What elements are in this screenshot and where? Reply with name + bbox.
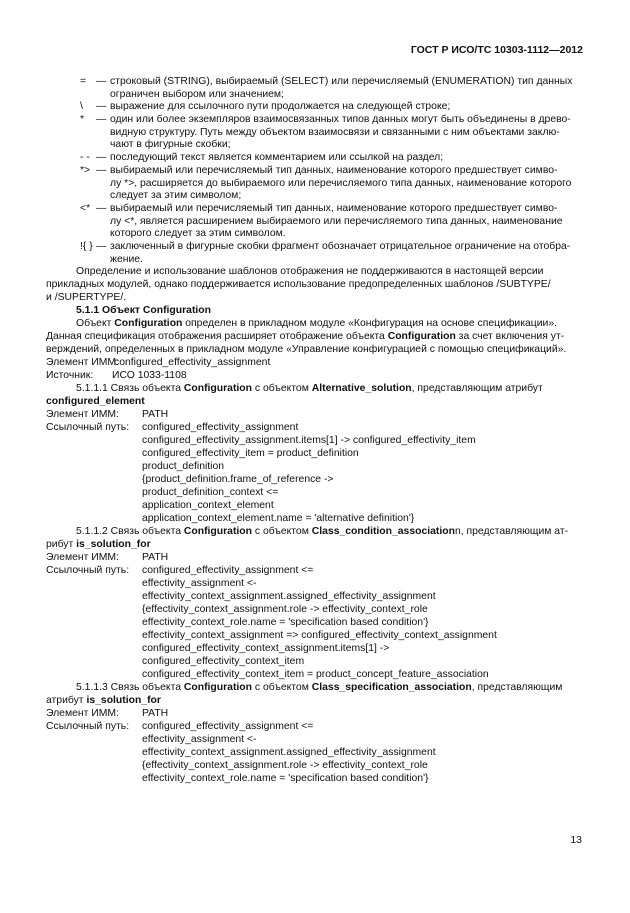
definition-symbol: - - (80, 152, 90, 163)
definition-symbol: !{ } (80, 241, 93, 252)
definition-symbol: = (80, 76, 87, 87)
definition-symbol: * (80, 114, 85, 125)
section-heading: 5.1.1.1 Связь объекта Configuration с объектом Alternative_solution, представляющим атрибут (76, 383, 543, 394)
definition-symbol: <* (80, 203, 91, 214)
page-header: ГОСТ Р ИСО/ТС 10303-1112—2012 (410, 44, 583, 56)
definition-text: последующий текст является комментарием или ссылкой на раздел; (110, 152, 444, 163)
definition-symbol: *> (80, 165, 91, 176)
definition-text: выражение для ссылочного пути продолжается на следующей строке; (110, 101, 451, 112)
definition-text: выбираемый или перечисляемый тип данных, наименование которого предшествует симво- лу <*, является расширением выбираемого или перечисляемого типа данных, наименование которого следует за этим символом. (110, 203, 563, 240)
definition-text: заключенный в фигурные скобки фрагмент обозначает отрицательное ограничение на отобра- жение. (110, 241, 571, 265)
definition-text: один или более экземпляров взаимосвязанных типов данных могут быть объединены в древо- видную структуру. Путь между объектом взаимосвязи и связанными с ним объектами заклю- чают в фигурные скобки; (110, 114, 571, 151)
section-heading: 5.1.1.3 Связь объекта Configuration с объектом Class_specification_association, представляющим (76, 682, 563, 693)
definition-text: выбираемый или перечисляемый тип данных, наименование которого предшествует симво- лу *>, расширяется до выбираемого или перечисляемого типа данных, наименование которого следует за этим символом; (110, 165, 572, 202)
definition-text: строковый (STRING), выбираемый (SELECT) или перечисляемый (ENUMERATION) тип данных ограничен выбором или значением; (110, 76, 573, 100)
definition-symbol: \ (80, 101, 83, 112)
page-number: 13 (570, 834, 582, 846)
section-heading: 5.1.1.2 Связь объекта Configuration с объектом Class_condition_associationn, представляющим ат- (76, 526, 569, 537)
section-heading: 5.1.1 Объект Configuration (76, 305, 211, 316)
